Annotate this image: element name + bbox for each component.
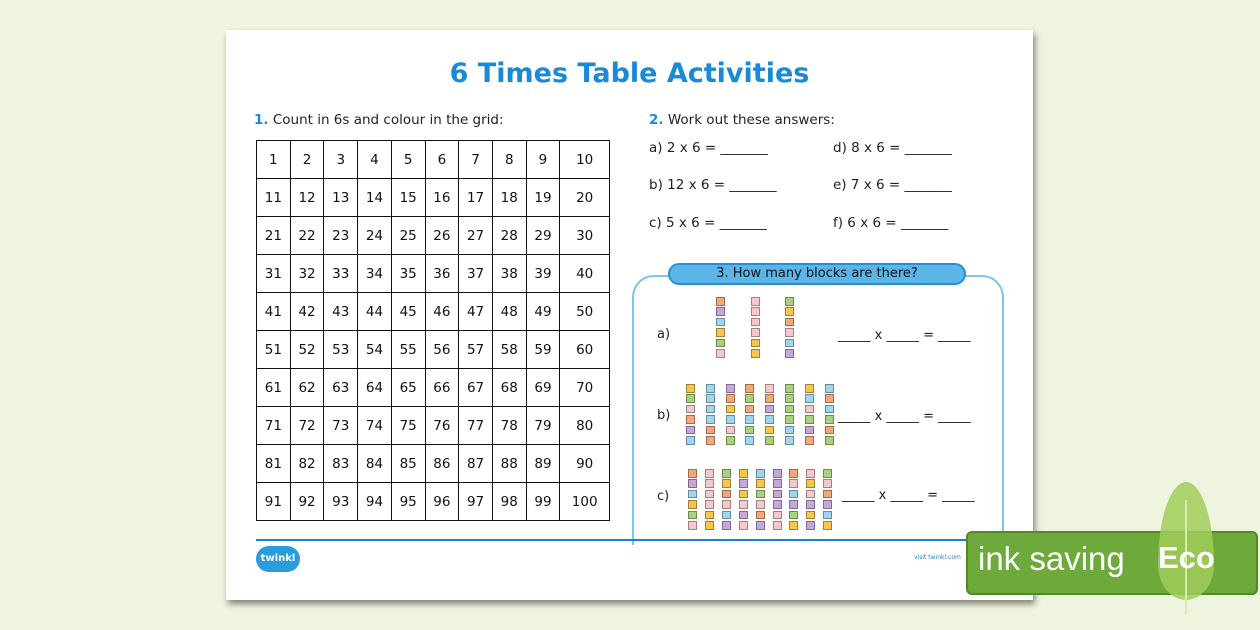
block: [785, 415, 794, 424]
grid-cell[interactable]: 67: [459, 369, 493, 407]
grid-cell[interactable]: 66: [425, 369, 459, 407]
grid-cell[interactable]: 85: [391, 445, 425, 483]
grid-row: [257, 179, 610, 217]
twinkl-logo: twinkl: [256, 546, 300, 572]
block: [688, 500, 697, 509]
block: [756, 500, 765, 509]
block: [705, 479, 714, 488]
grid-cell[interactable]: 6: [425, 141, 459, 179]
answer-d: d) 8 x 6 = _______: [833, 140, 953, 156]
block: [688, 469, 697, 478]
block: [688, 490, 697, 499]
block: [773, 500, 782, 509]
grid-cell[interactable]: 18: [492, 179, 526, 217]
grid-cell[interactable]: 78: [492, 407, 526, 445]
visit-link[interactable]: visit twinkl.com: [914, 554, 961, 561]
grid-cell[interactable]: 84: [358, 445, 392, 483]
grid-cell[interactable]: 7: [459, 141, 493, 179]
block: [716, 297, 725, 306]
block: [706, 426, 715, 435]
grid-cell[interactable]: 34: [358, 255, 392, 293]
grid-cell[interactable]: 36: [425, 255, 459, 293]
block: [745, 394, 754, 403]
block: [726, 384, 735, 393]
block: [686, 415, 695, 424]
footer-divider: [256, 539, 1006, 541]
block: [773, 490, 782, 499]
block: [785, 318, 794, 327]
grid-cell[interactable]: 45: [391, 293, 425, 331]
ink-saving-label: ink saving: [978, 540, 1125, 577]
block: [806, 500, 815, 509]
grid-cell[interactable]: 82: [290, 445, 324, 483]
block: [806, 521, 815, 530]
block: [785, 339, 794, 348]
part-c-label: c): [657, 489, 670, 504]
block: [785, 349, 794, 358]
block: [751, 307, 760, 316]
grid-cell[interactable]: 58: [492, 331, 526, 369]
grid-cell[interactable]: 11: [257, 179, 291, 217]
block: [789, 511, 798, 520]
grid-row: [257, 369, 610, 407]
block: [716, 318, 725, 327]
grid-cell[interactable]: 53: [324, 331, 358, 369]
block: [686, 426, 695, 435]
block: [739, 521, 748, 530]
block: [739, 500, 748, 509]
block: [765, 436, 774, 445]
grid-cell[interactable]: 88: [492, 445, 526, 483]
block: [722, 469, 731, 478]
block: [825, 384, 834, 393]
grid-row: [257, 217, 610, 255]
block: [751, 349, 760, 358]
grid-cell[interactable]: 2: [290, 141, 324, 179]
block: [785, 297, 794, 306]
block: [745, 405, 754, 414]
grid-cell[interactable]: 95: [391, 483, 425, 521]
block: [785, 394, 794, 403]
grid-cell[interactable]: 75: [391, 407, 425, 445]
block: [805, 384, 814, 393]
grid-cell[interactable]: 13: [324, 179, 358, 217]
block: [739, 511, 748, 520]
block: [785, 307, 794, 316]
block: [705, 521, 714, 530]
grid-row: [257, 255, 610, 293]
grid-cell[interactable]: 1: [257, 141, 291, 179]
grid-cell[interactable]: 33: [324, 255, 358, 293]
block: [773, 469, 782, 478]
grid-cell[interactable]: 73: [324, 407, 358, 445]
grid-cell[interactable]: 86: [425, 445, 459, 483]
grid-cell[interactable]: 10: [560, 141, 610, 179]
grid-cell[interactable]: 25: [391, 217, 425, 255]
grid-cell[interactable]: 12: [290, 179, 324, 217]
q1-text: Count in 6s and colour in the grid:: [272, 112, 504, 128]
block: [716, 307, 725, 316]
grid-cell[interactable]: 51: [257, 331, 291, 369]
block: [726, 415, 735, 424]
block: [823, 479, 832, 488]
grid-cell[interactable]: 62: [290, 369, 324, 407]
question-3-header: 3. How many blocks are there?: [668, 263, 966, 285]
grid-cell[interactable]: 3: [324, 141, 358, 179]
block: [726, 394, 735, 403]
block: [751, 318, 760, 327]
grid-cell[interactable]: 32: [290, 255, 324, 293]
grid-cell[interactable]: 20: [560, 179, 610, 217]
block: [825, 436, 834, 445]
block: [773, 521, 782, 530]
grid-cell[interactable]: 71: [257, 407, 291, 445]
grid-row: [257, 141, 610, 179]
block: [686, 405, 695, 414]
block: [806, 469, 815, 478]
grid-cell[interactable]: 24: [358, 217, 392, 255]
grid-cell[interactable]: 46: [425, 293, 459, 331]
grid-cell[interactable]: 40: [560, 255, 610, 293]
block: [785, 426, 794, 435]
answer-f: f) 6 x 6 = _______: [833, 215, 949, 231]
block: [823, 500, 832, 509]
grid-cell[interactable]: 9: [526, 141, 560, 179]
grid-cell[interactable]: 31: [257, 255, 291, 293]
block: [825, 426, 834, 435]
grid-cell[interactable]: 98: [492, 483, 526, 521]
block: [705, 500, 714, 509]
block: [745, 426, 754, 435]
block: [825, 394, 834, 403]
block: [688, 521, 697, 530]
grid-cell[interactable]: 96: [425, 483, 459, 521]
block: [789, 469, 798, 478]
block: [789, 521, 798, 530]
grid-cell[interactable]: 57: [459, 331, 493, 369]
block: [705, 490, 714, 499]
grid-cell[interactable]: 52: [290, 331, 324, 369]
block: [806, 490, 815, 499]
part-a-label: a): [657, 327, 671, 342]
block: [751, 339, 760, 348]
grid-cell[interactable]: 22: [290, 217, 324, 255]
grid-cell[interactable]: 55: [391, 331, 425, 369]
block: [823, 490, 832, 499]
block: [765, 415, 774, 424]
grid-cell[interactable]: 99: [526, 483, 560, 521]
block: [739, 479, 748, 488]
block: [789, 490, 798, 499]
block: [823, 511, 832, 520]
block: [825, 415, 834, 424]
block: [765, 394, 774, 403]
block: [716, 349, 725, 358]
block: [686, 436, 695, 445]
block: [773, 511, 782, 520]
block: [756, 490, 765, 499]
grid-cell[interactable]: 8: [492, 141, 526, 179]
block: [686, 384, 695, 393]
part-b-label: b): [657, 408, 671, 423]
block: [756, 511, 765, 520]
block: [686, 394, 695, 403]
block: [726, 405, 735, 414]
grid-cell[interactable]: 63: [324, 369, 358, 407]
block: [705, 511, 714, 520]
grid-cell[interactable]: 65: [391, 369, 425, 407]
grid-cell[interactable]: 50: [560, 293, 610, 331]
grid-cell[interactable]: 59: [526, 331, 560, 369]
block: [726, 426, 735, 435]
grid-cell[interactable]: 91: [257, 483, 291, 521]
grid-cell[interactable]: 47: [459, 293, 493, 331]
block: [739, 490, 748, 499]
block: [765, 384, 774, 393]
block: [756, 479, 765, 488]
block: [739, 469, 748, 478]
hundred-grid: [256, 140, 610, 521]
block: [722, 511, 731, 520]
block: [785, 328, 794, 337]
block: [765, 405, 774, 414]
grid-cell[interactable]: 54: [358, 331, 392, 369]
grid-row: [257, 293, 610, 331]
grid-cell[interactable]: 16: [425, 179, 459, 217]
grid-cell[interactable]: 79: [526, 407, 560, 445]
page-title: 6 Times Table Activities: [449, 58, 810, 89]
part-c-answer-line: _____ x _____ = _____: [842, 488, 975, 503]
block: [756, 469, 765, 478]
grid-cell[interactable]: 28: [492, 217, 526, 255]
answer-a: a) 2 x 6 = _______: [649, 140, 768, 156]
grid-cell[interactable]: 64: [358, 369, 392, 407]
grid-cell[interactable]: 74: [358, 407, 392, 445]
block: [805, 415, 814, 424]
block: [722, 500, 731, 509]
block: [745, 415, 754, 424]
grid-cell[interactable]: 61: [257, 369, 291, 407]
grid-cell[interactable]: 15: [391, 179, 425, 217]
grid-cell[interactable]: 94: [358, 483, 392, 521]
block: [751, 328, 760, 337]
block: [706, 394, 715, 403]
answer-e: e) 7 x 6 = _______: [833, 177, 952, 193]
part-a-answer-line: _____ x _____ = _____: [838, 328, 971, 343]
block: [722, 490, 731, 499]
block: [785, 405, 794, 414]
grid-row: [257, 445, 610, 483]
grid-cell[interactable]: 39: [526, 255, 560, 293]
block: [706, 415, 715, 424]
block: [745, 384, 754, 393]
grid-cell[interactable]: 37: [459, 255, 493, 293]
block: [705, 469, 714, 478]
grid-cell[interactable]: 42: [290, 293, 324, 331]
grid-cell[interactable]: 4: [358, 141, 392, 179]
block: [706, 384, 715, 393]
grid-cell[interactable]: 48: [492, 293, 526, 331]
grid-cell[interactable]: 21: [257, 217, 291, 255]
answer-b: b) 12 x 6 = _______: [649, 177, 777, 193]
block: [823, 521, 832, 530]
grid-cell[interactable]: 30: [560, 217, 610, 255]
block: [722, 479, 731, 488]
grid-cell[interactable]: 49: [526, 293, 560, 331]
block: [726, 436, 735, 445]
grid-cell[interactable]: 70: [560, 369, 610, 407]
block: [773, 479, 782, 488]
grid-cell[interactable]: 44: [358, 293, 392, 331]
grid-row: [257, 407, 610, 445]
grid-cell[interactable]: 38: [492, 255, 526, 293]
grid-cell[interactable]: 56: [425, 331, 459, 369]
block: [789, 479, 798, 488]
q2-text: Work out these answers:: [667, 112, 835, 128]
block: [765, 426, 774, 435]
grid-cell[interactable]: 80: [560, 407, 610, 445]
block: [706, 405, 715, 414]
question-1-heading: [254, 112, 504, 128]
part-b-answer-line: _____ x _____ = _____: [838, 409, 971, 424]
grid-row: [257, 331, 610, 369]
q2-number: 2.: [649, 112, 664, 128]
grid-cell[interactable]: 92: [290, 483, 324, 521]
grid-cell[interactable]: 23: [324, 217, 358, 255]
grid-cell[interactable]: 35: [391, 255, 425, 293]
block: [756, 521, 765, 530]
answer-c: c) 5 x 6 = _______: [649, 215, 767, 231]
block: [785, 384, 794, 393]
eco-label: Eco: [1158, 540, 1215, 575]
block: [825, 405, 834, 414]
question-2-heading: [649, 112, 835, 128]
block: [716, 339, 725, 348]
grid-cell[interactable]: 97: [459, 483, 493, 521]
block: [805, 405, 814, 414]
grid-cell[interactable]: 29: [526, 217, 560, 255]
grid-cell[interactable]: 17: [459, 179, 493, 217]
grid-row: [257, 483, 610, 521]
block: [785, 436, 794, 445]
grid-cell[interactable]: 43: [324, 293, 358, 331]
block: [806, 479, 815, 488]
block: [688, 479, 697, 488]
block: [745, 436, 754, 445]
grid-cell[interactable]: 69: [526, 369, 560, 407]
grid-cell[interactable]: 68: [492, 369, 526, 407]
block: [706, 436, 715, 445]
block: [805, 436, 814, 445]
grid-cell[interactable]: 76: [425, 407, 459, 445]
grid-cell[interactable]: 26: [425, 217, 459, 255]
block: [789, 500, 798, 509]
grid-cell[interactable]: 19: [526, 179, 560, 217]
block: [806, 511, 815, 520]
grid-cell[interactable]: 72: [290, 407, 324, 445]
block: [716, 328, 725, 337]
grid-cell[interactable]: 81: [257, 445, 291, 483]
grid-cell[interactable]: 83: [324, 445, 358, 483]
block: [688, 511, 697, 520]
grid-cell[interactable]: 77: [459, 407, 493, 445]
grid-cell[interactable]: 87: [459, 445, 493, 483]
grid-cell[interactable]: 100: [560, 483, 610, 521]
block: [805, 394, 814, 403]
grid-cell[interactable]: 41: [257, 293, 291, 331]
block: [805, 426, 814, 435]
block: [751, 297, 760, 306]
grid-cell[interactable]: 5: [391, 141, 425, 179]
grid-cell[interactable]: 89: [526, 445, 560, 483]
grid-cell[interactable]: 27: [459, 217, 493, 255]
q1-number: 1.: [254, 112, 269, 128]
grid-cell[interactable]: 60: [560, 331, 610, 369]
block: [722, 521, 731, 530]
grid-cell[interactable]: 90: [560, 445, 610, 483]
grid-cell[interactable]: 93: [324, 483, 358, 521]
grid-cell[interactable]: 14: [358, 179, 392, 217]
block: [823, 469, 832, 478]
